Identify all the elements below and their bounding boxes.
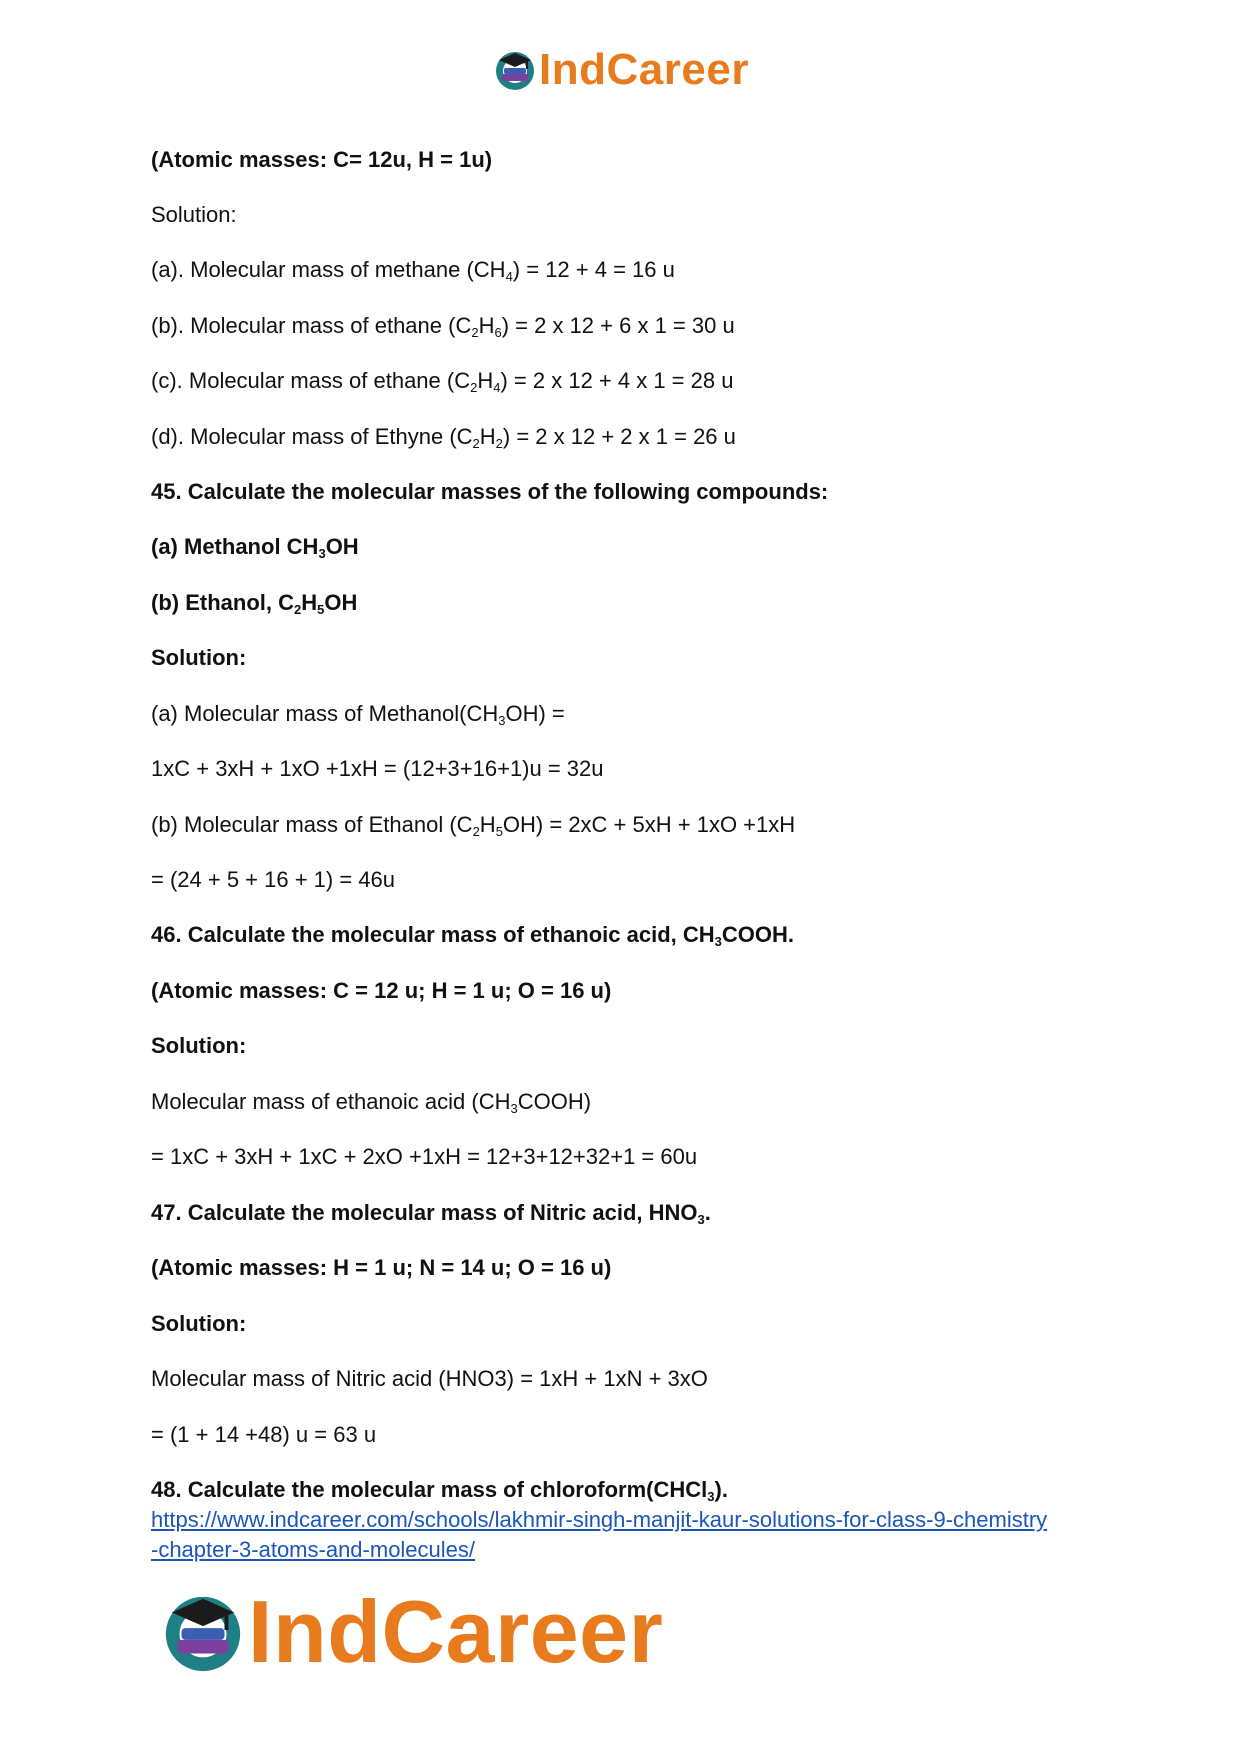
answer-line: = (24 + 5 + 16 + 1) = 46u: [151, 867, 396, 892]
question-part: (b) Ethanol, $C_2H_5OH$: [151, 590, 358, 617]
atomic-masses-note: (Atomic masses: C= 12u, H = 1u): [151, 147, 493, 172]
solution-label: Solution:: [151, 202, 237, 227]
answer-line: (d). Molecular mass of Ethyne $(C_2H_2) = 2$ x 12 + 2 x 1 = 26 u: [151, 424, 736, 451]
solution-label: Solution:: [151, 645, 247, 670]
answer-line: (a) Molecular mass of $Methanol(CH_3OH)$ =: [151, 701, 565, 728]
source-link-line-1[interactable]: https://www.indcareer.com/schools/lakhmir-singh-manjit-kaur-solutions-for-class-9-chemistry: [151, 1507, 1048, 1532]
atomic-masses-note: (Atomic masses: H = 1 u; N = 14 u; O = 16 u): [151, 1255, 612, 1280]
question-part: (a) Methanol $CH_3OH$: [151, 534, 359, 561]
answer-line: (c). Molecular mass of ethane $(C_2H_4) = 2$ x 12 + 4 x 1 = 28 u: [151, 368, 734, 395]
solution-label: Solution:: [151, 1033, 247, 1058]
answer-line: (b). Molecular mass of ethane $(C_2H_6) = 2$ x 12 + 6 x 1 = 30 u: [151, 313, 735, 340]
logo: [160, 1582, 664, 1681]
logo: [493, 45, 749, 94]
question-46: 46. Calculate the molecular mass of ethanoic acid, $CH_3COOH$.: [151, 922, 794, 949]
atomic-masses-note: (Atomic masses: C = 12 u; H = 1 u; O = 16 u): [151, 978, 612, 1003]
source-link-line-2[interactable]: -chapter-3-atoms-and-molecules/: [151, 1537, 476, 1562]
logo-text: IndCareer: [539, 45, 749, 94]
question-45: 45. Calculate the molecular masses of the following compounds:: [151, 479, 829, 504]
answer-line: (a). Molecular mass of methane $(CH_4) = 12 + 4 = 16$ u: [151, 257, 675, 284]
solution-label: Solution:: [151, 1311, 247, 1336]
footer-logo: [160, 1582, 664, 1681]
logo-text: IndCareer: [248, 1582, 664, 1681]
answer-line: 1xC + 3xH + 1xO +1xH = (12+3+16+1)u = 32u: [151, 756, 604, 781]
answer-line: = 1xC + 3xH + 1xC + 2xO +1xH = 12+3+12+32+1 = 60u: [151, 1144, 698, 1169]
header-logo: [0, 44, 1242, 96]
answer-line: Molecular mass of ethanoic acid $(CH_3COOH)$: [151, 1089, 592, 1116]
graduation-cap-books-icon: [160, 1589, 246, 1675]
answer-line: Molecular mass of Nitric acid (HNO3) = 1xH + 1xN + 3xO: [151, 1366, 708, 1391]
question-48: 48. Calculate the molecular mass of chloroform(CHCl$_3$).: [151, 1477, 728, 1504]
graduation-cap-books-icon: [493, 48, 537, 92]
question-47: 47. Calculate the molecular mass of Nitric acid, $HNO_3$.: [151, 1200, 711, 1227]
answer-line: = (1 + 14 +48) u = 63 u: [151, 1422, 377, 1447]
answer-line: (b) Molecular mass of Ethanol $(C_2H_5OH) = 2xC + 5xH + 1xO +1xH$: [151, 812, 796, 839]
